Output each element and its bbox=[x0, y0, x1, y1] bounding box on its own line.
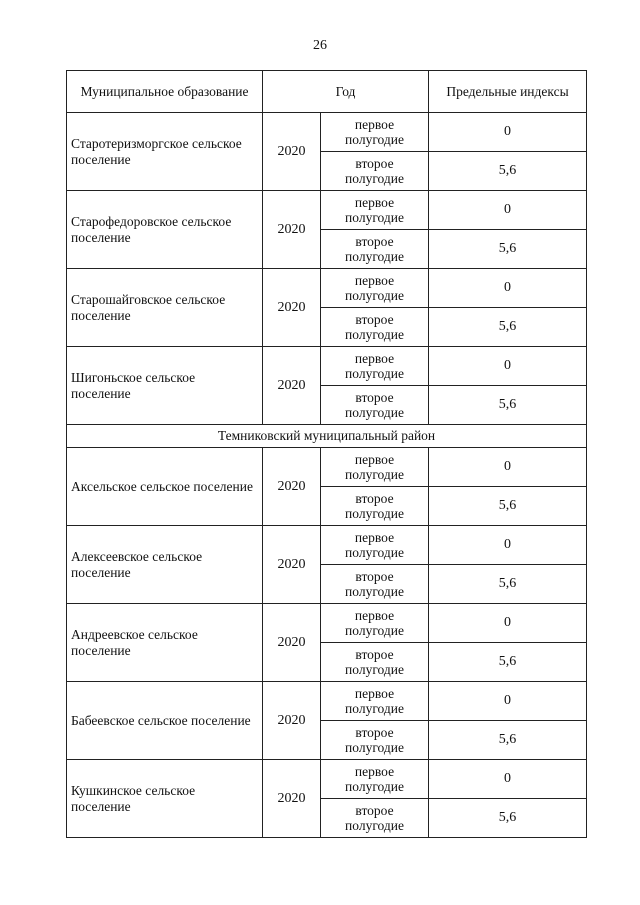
half-year-cell: второе полугодие bbox=[321, 565, 429, 604]
half-year-cell: первое полугодие bbox=[321, 113, 429, 152]
limit-index-cell: 5,6 bbox=[429, 386, 587, 425]
half-year-cell: первое полугодие bbox=[321, 191, 429, 230]
limit-index-cell: 0 bbox=[429, 347, 587, 386]
municipality-name: Старошайговское сельское поселение bbox=[67, 269, 263, 347]
half-year-cell: первое полугодие bbox=[321, 760, 429, 799]
limit-index-cell: 5,6 bbox=[429, 721, 587, 760]
limit-index-cell: 0 bbox=[429, 526, 587, 565]
table-row bbox=[67, 448, 587, 487]
limit-index-cell: 0 bbox=[429, 604, 587, 643]
limit-index-cell: 5,6 bbox=[429, 487, 587, 526]
half-year-cell: второе полугодие bbox=[321, 721, 429, 760]
table-row bbox=[67, 269, 587, 308]
table-row bbox=[67, 347, 587, 386]
half-year-cell: второе полугодие bbox=[321, 799, 429, 838]
half-year-cell: первое полугодие bbox=[321, 269, 429, 308]
table-row bbox=[67, 191, 587, 230]
municipality-name: Старофедоровское сельское поселение bbox=[67, 191, 263, 269]
half-year-cell: второе полугодие bbox=[321, 643, 429, 682]
year-cell: 2020 bbox=[263, 604, 321, 682]
limit-index-cell: 5,6 bbox=[429, 565, 587, 604]
limit-index-cell: 5,6 bbox=[429, 230, 587, 269]
year-cell: 2020 bbox=[263, 448, 321, 526]
half-year-cell: второе полугодие bbox=[321, 308, 429, 347]
year-cell: 2020 bbox=[263, 191, 321, 269]
year-cell: 2020 bbox=[263, 347, 321, 425]
municipality-name: Кушкинское сельское поселение bbox=[67, 760, 263, 838]
half-year-cell: второе полугодие bbox=[321, 152, 429, 191]
limit-index-cell: 0 bbox=[429, 760, 587, 799]
municipality-name: Андреевское сельское поселение bbox=[67, 604, 263, 682]
table-row bbox=[67, 526, 587, 565]
header-year: Год bbox=[263, 71, 429, 113]
half-year-cell: второе полугодие bbox=[321, 230, 429, 269]
page-number: 26 bbox=[313, 38, 327, 53]
header-municipality: Муниципальное образование bbox=[67, 71, 263, 113]
limit-index-cell: 5,6 bbox=[429, 643, 587, 682]
table-row bbox=[67, 113, 587, 152]
year-cell: 2020 bbox=[263, 760, 321, 838]
limit-indices-table bbox=[66, 70, 587, 838]
year-cell: 2020 bbox=[263, 682, 321, 760]
header-limit-indices: Предельные индексы bbox=[429, 71, 587, 113]
district-title: Темниковский муниципальный район bbox=[67, 425, 587, 448]
limit-index-cell: 5,6 bbox=[429, 799, 587, 838]
half-year-cell: второе полугодие bbox=[321, 386, 429, 425]
municipality-name: Алексеевское сельское поселение bbox=[67, 526, 263, 604]
year-cell: 2020 bbox=[263, 526, 321, 604]
table-body bbox=[67, 113, 587, 838]
limit-index-cell: 0 bbox=[429, 448, 587, 487]
half-year-cell: первое полугодие bbox=[321, 448, 429, 487]
limit-index-cell: 0 bbox=[429, 113, 587, 152]
district-row bbox=[67, 425, 587, 448]
half-year-cell: первое полугодие bbox=[321, 604, 429, 643]
limit-index-cell: 0 bbox=[429, 682, 587, 721]
limit-index-cell: 5,6 bbox=[429, 308, 587, 347]
municipality-name: Старотеризморгское сельское поселение bbox=[67, 113, 263, 191]
half-year-cell: первое полугодие bbox=[321, 682, 429, 721]
table-row bbox=[67, 604, 587, 643]
half-year-cell: второе полугодие bbox=[321, 487, 429, 526]
table-row bbox=[67, 682, 587, 721]
limit-index-cell: 0 bbox=[429, 269, 587, 308]
half-year-cell: первое полугодие bbox=[321, 347, 429, 386]
year-cell: 2020 bbox=[263, 269, 321, 347]
table-row bbox=[67, 760, 587, 799]
table-header-row bbox=[67, 71, 587, 113]
municipality-name: Аксельское сельское поселение bbox=[67, 448, 263, 526]
half-year-cell: первое полугодие bbox=[321, 526, 429, 565]
municipality-name: Бабеевское сельское поселение bbox=[67, 682, 263, 760]
limit-index-cell: 0 bbox=[429, 191, 587, 230]
municipality-name: Шигоньское сельское поселение bbox=[67, 347, 263, 425]
year-cell: 2020 bbox=[263, 113, 321, 191]
limit-index-cell: 5,6 bbox=[429, 152, 587, 191]
